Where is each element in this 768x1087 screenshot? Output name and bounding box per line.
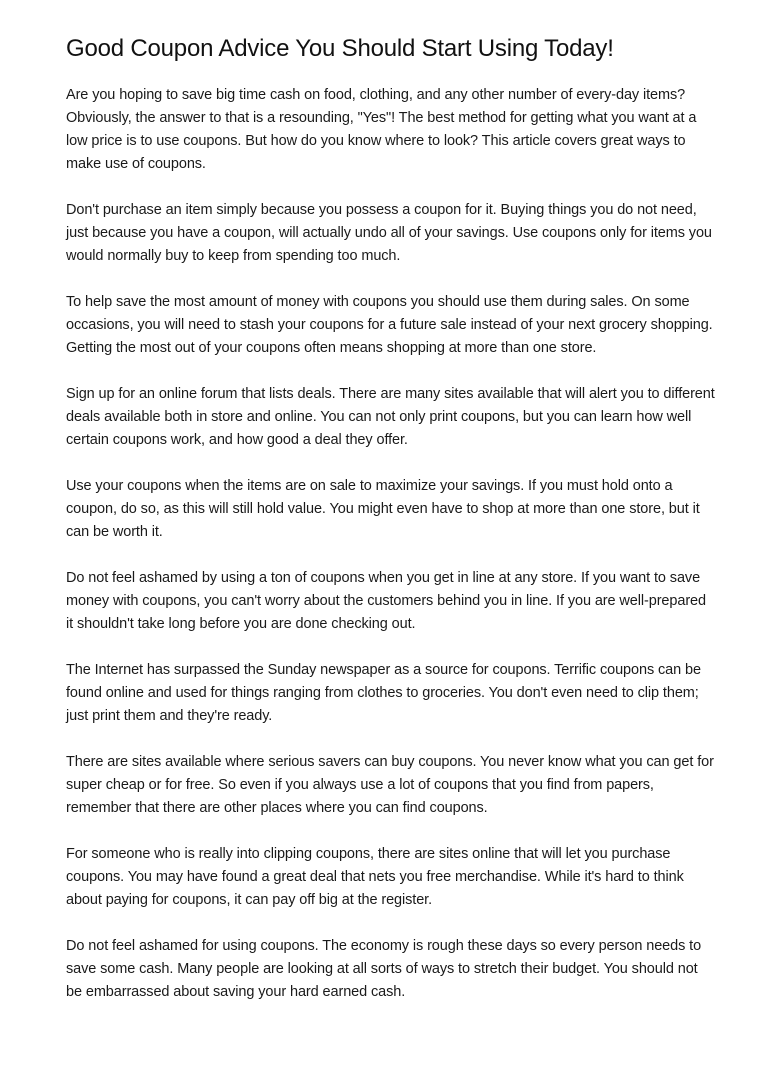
paragraph-4: Sign up for an online forum that lists deals. There are many sites available that will alert you to different deals available both in store and online. You can not only print coupons, but you can learn how well certain coupons work, and how good a deal they offer. <box>66 386 715 448</box>
paragraph-10: Do not feel ashamed for using coupons. The economy is rough these days so every person needs to save some cash. Many people are looking at all sorts of ways to stretch their budget. You should not be embarrassed about saving your hard earned cash. <box>66 938 702 1000</box>
paragraph-6: Do not feel ashamed by using a ton of coupons when you get in line at any store. If you want to save money with coupons, you can't worry about the customers behind you in line. If you are well-prepared it shouldn't take long before you are done checking out. <box>66 570 706 632</box>
paragraph-8: There are sites available where serious savers can buy coupons. You never know what you can get for super cheap or for free. So even if you always use a lot of coupons that you find from papers, remember that there are other places where you can find coupons. <box>66 754 714 816</box>
paragraph-2: Don't purchase an item simply because you possess a coupon for it. Buying things you do not need, just because you have a coupon, will actually undo all of your savings. Use coupons only for items you would normally buy to keep from spending too much. <box>66 202 712 264</box>
paragraph-1: Are you hoping to save big time cash on food, clothing, and any other number of every-day items? Obviously, the answer to that is a resounding, "Yes"! The best method for getting what you want at a low price is to use coupons. But how do you know where to look? This article covers great ways to make use of coupons. <box>66 87 697 172</box>
paragraph-5: Use your coupons when the items are on sale to maximize your savings. If you must hold onto a coupon, do so, as this will still hold value. You might even have to shop at more than one store, but it can be worth it. <box>66 478 700 540</box>
paragraph-3: To help save the most amount of money with coupons you should use them during sales. On some occasions, you will need to stash your coupons for a future sale instead of your next grocery shopping. Getting the most out of your coupons often means shopping at more than one store. <box>66 294 713 356</box>
paragraph-7: The Internet has surpassed the Sunday newspaper as a source for coupons. Terrific coupons can be found online and used for things ranging from clothes to groceries. You don't even need to clip them; just print them and they're ready. <box>66 662 701 724</box>
document-title: Good Coupon Advice You Should Start Using Today! <box>66 35 614 62</box>
paragraph-9: For someone who is really into clipping coupons, there are sites online that will let you purchase coupons. You may have found a great deal that nets you free merchandise. While it's hard to think about paying for coupons, it can pay off big at the register. <box>66 846 684 908</box>
document-page <box>66 34 716 1027</box>
